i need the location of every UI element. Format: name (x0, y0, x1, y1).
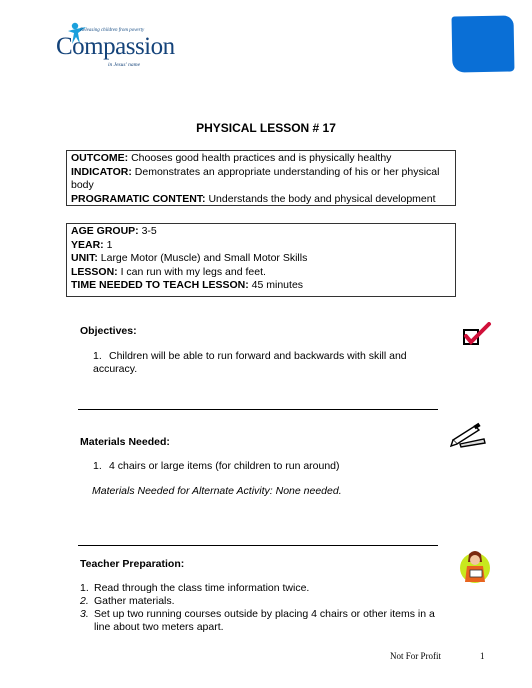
lesson-info-box (66, 223, 456, 297)
objectives-item-text: Children will be able to run forward and backwards with skill and accuracy. (93, 350, 407, 375)
outcome-value: Chooses good health practices and is physically healthy (128, 152, 392, 164)
lesson-value: I can run with my legs and feet. (117, 265, 266, 278)
prep-item-1-text: Read through the class time information twice. (94, 582, 310, 594)
objectives-heading: Objectives: (80, 325, 137, 337)
outcome-row (71, 152, 451, 166)
pencil-crayon-icon (450, 422, 488, 448)
section-divider-2 (78, 545, 438, 546)
page-number: 1 (480, 651, 485, 661)
programatic-value: Understands the body and physical development (205, 192, 436, 205)
section-divider (78, 409, 438, 410)
blue-accent-block (452, 15, 515, 72)
teacher-prep-heading: Teacher Preparation: (80, 558, 185, 570)
prep-item-2-text: Gather materials. (94, 595, 175, 607)
lesson-label: LESSON: (71, 265, 118, 278)
prep-item-3-text: Set up two running courses outside by placing 4 chairs or other items in a line about two meters apart. (94, 608, 435, 633)
checkbox-check-icon (462, 322, 492, 348)
year-label: YEAR: (71, 238, 104, 251)
outcome-label: OUTCOME: (71, 152, 129, 164)
prep-item-3-number: 3. (80, 608, 89, 620)
year-value: 1 (103, 238, 113, 251)
materials-heading: Materials Needed: (80, 436, 170, 448)
outcome-box (66, 150, 456, 206)
time-label: TIME NEEDED TO TEACH LESSON: (71, 279, 249, 291)
logo-subline: in Jesus' name (108, 62, 141, 68)
unit-value: Large Motor (Muscle) and Small Motor Skills (97, 252, 308, 264)
indicator-value: Demonstrates an appropriate understanding of his or her physical body (71, 165, 440, 191)
prep-item-2-number: 2. (80, 595, 89, 607)
materials-item-text: 4 chairs or large items (for children to run around) (109, 460, 340, 472)
programatic-label: PROGRAMATIC CONTENT: (71, 192, 206, 205)
time-row (71, 279, 451, 293)
objectives-item-number: 1. (93, 350, 102, 362)
lesson-row (71, 266, 451, 280)
unit-row (71, 252, 451, 266)
time-value: 45 minutes (248, 279, 304, 291)
materials-alternate: Materials Needed for Alternate Activity: None needed. (92, 485, 342, 497)
page-title: PHYSICAL LESSON # 17 (196, 121, 336, 135)
age-group-row (71, 225, 451, 239)
materials-item-number: 1. (93, 460, 102, 472)
compassion-logo (52, 22, 175, 68)
footer-text: Not For Profit (390, 651, 442, 661)
age-group-value: 3-5 (138, 225, 157, 237)
prep-item-1-number: 1. (80, 582, 89, 594)
teacher-reading-icon (458, 548, 492, 586)
programatic-row (71, 193, 451, 207)
logo-tagline: Releasing children from poverty (80, 28, 145, 33)
unit-label: UNIT: (71, 252, 98, 264)
logo-wordmark: Compassion (56, 33, 175, 60)
year-row (71, 239, 451, 253)
indicator-row (71, 166, 451, 193)
indicator-label: INDICATOR: (71, 165, 132, 178)
age-group-label: AGE GROUP: (71, 225, 139, 237)
